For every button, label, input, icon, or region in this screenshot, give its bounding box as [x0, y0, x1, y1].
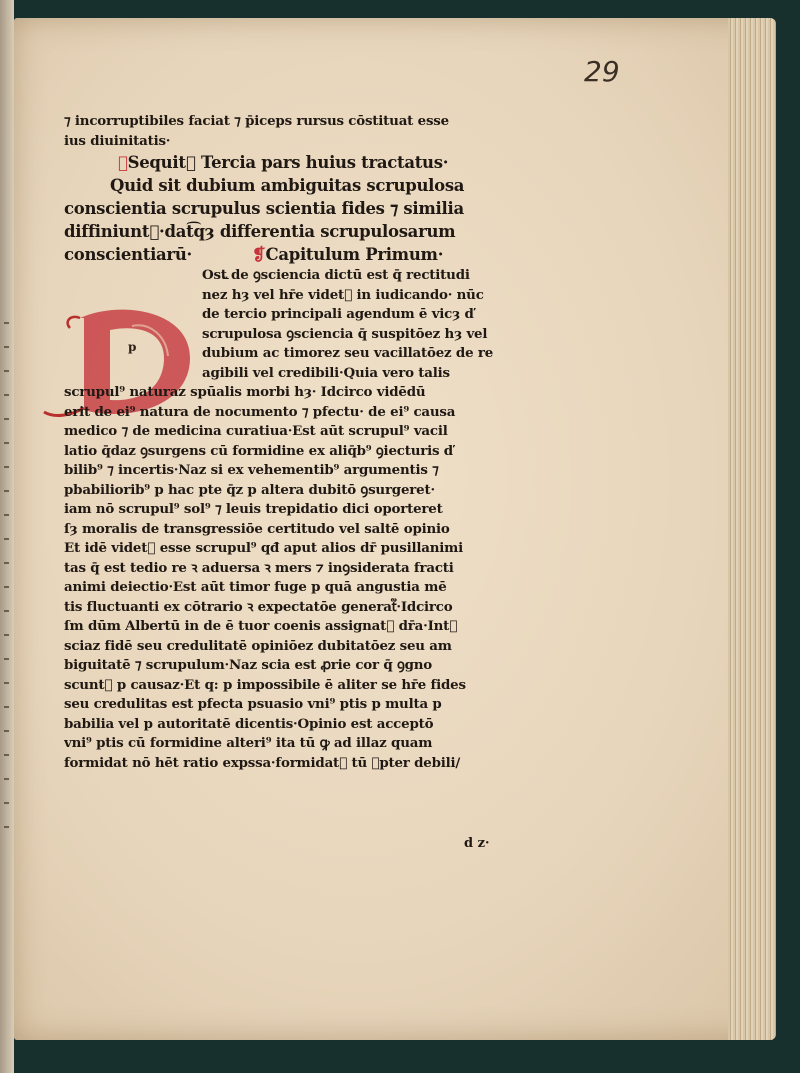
chapter-title: Capitulum Primum· — [265, 245, 444, 264]
text-line: Et idē videt᷑ esse scrupul⁹ qđ aput alios dr̄ pusillanimi — [64, 540, 464, 556]
text-line: medico ⁊ de medicina curatiua·Est aūt scrupul⁹ vacil — [64, 423, 448, 439]
guide-letter: p — [128, 340, 137, 354]
heading-text: conscientiarū· — [64, 245, 192, 264]
text-block — [64, 112, 514, 773]
text-line: erit de ei⁹ natura de nocumento ⁊ pfectu· de ei⁹ causa — [64, 403, 456, 420]
catchword: d z· — [464, 836, 490, 851]
text-line: ſm dūm Albertū in de ē tuor coenis assignat᷑ dr̄a·Int᷑ — [64, 618, 458, 634]
previous-page-edge — [0, 0, 14, 1073]
text-line: latio q̄daz ꝯsurgens cū formidine ex aliq̄b⁹ ꝯiecturis ď — [64, 442, 453, 459]
text-line: iam nō scrupul⁹ sol⁹ ⁊ leuis trepidatio dici oporteret — [64, 501, 443, 517]
page-fore-edge — [728, 18, 776, 1040]
text-line: ſȝ moralis de transgressiōe certitudo vel saltē opinio — [64, 520, 450, 537]
text-line: biguitatē ⁊ scrupulum·Naz scia est ꝓrie cor q̄ ꝯgno — [64, 657, 433, 673]
text-line: vni⁹ ptis cū formidine alteri⁹ ita tū ꝙ ad illaz quam — [64, 735, 433, 751]
text-line: tis fluctuanti ex cōtrario ꝛ expectatōe generat᷑·Idcirco — [64, 598, 453, 615]
text-line: nez hȝ vel hr̄e videt᷑ in iudicando· nūc — [202, 286, 484, 303]
pilcrow-icon: ❡ — [251, 245, 266, 264]
text-line: dubium ac timorez seu vacillatōez de re — [202, 345, 494, 361]
text-line: pbabiliorib⁹ p hac pte q̄z p altera dubitō ꝯsurgeret· — [64, 481, 435, 498]
heading-line: diffiniunt᷑·dat͡qȝ differentia scrupulosarum — [64, 222, 456, 241]
text-line: scrupulosa ꝯsciencia q̄ suspitōez hȝ vel — [202, 325, 488, 342]
text-line: de tercio principali agendum ē vicȝ ď — [202, 306, 474, 322]
text-line: Ost꜡ de ꝯsciencia dictū est q̄ rectitudi — [202, 267, 470, 283]
text-line: ius diuinitatis· — [64, 132, 171, 149]
text-line: scunt᷑ p causaz·Et q: p impossibile ē aliter se hr̄e fides — [64, 676, 466, 693]
text-line: scrupul⁹ naturaz spūalis morbi hȝ· Idcirco vidēdū — [64, 384, 426, 400]
text-line: agibili vel credibili·Quia vero talis — [202, 364, 450, 381]
previous-page-marks — [2, 300, 12, 860]
text-line: seu credulitas est pfecta psuasio vni⁹ ptis p multa p — [64, 696, 442, 712]
heading-line: Quid sit dubium ambiguitas scrupulosa — [110, 176, 465, 195]
pilcrow-icon: ❡ — [118, 153, 128, 172]
section-heading — [64, 151, 514, 174]
heading-line: conscientia scrupulus scientia fides ⁊ similia — [64, 199, 464, 218]
heading-text: Sequit᷑ Tercia pars huius tractatus· — [127, 153, 449, 172]
heading-line — [64, 243, 514, 266]
folio-number: 29 — [584, 55, 620, 88]
text-line: bilib⁹ ⁊ incertis·Naz si ex vehementib⁹ argumentis ⁊ — [64, 462, 439, 478]
text-line: sciaz fidē seu credulitatē opiniōez dubitatōez seu am — [64, 637, 452, 654]
text-line: tas q̄ est tedio re ꝛ aduersa ꝛ mers ⁊ inꝯsiderata fracti — [64, 559, 454, 576]
text-line: formidat nō hēt ratio expssa·formidat᷑ tū ꝓpter debili/ — [64, 754, 461, 771]
text-line: animi deiectio·Est aūt timor fuge p quā angustia mē — [64, 579, 447, 595]
text-line: babilia vel p autoritatē dicentis·Opinio est acceptō — [64, 715, 434, 732]
text-line: ⁊ incorruptibiles faciat ⁊ p̄iceps rursus cōstituat esse — [64, 113, 449, 129]
